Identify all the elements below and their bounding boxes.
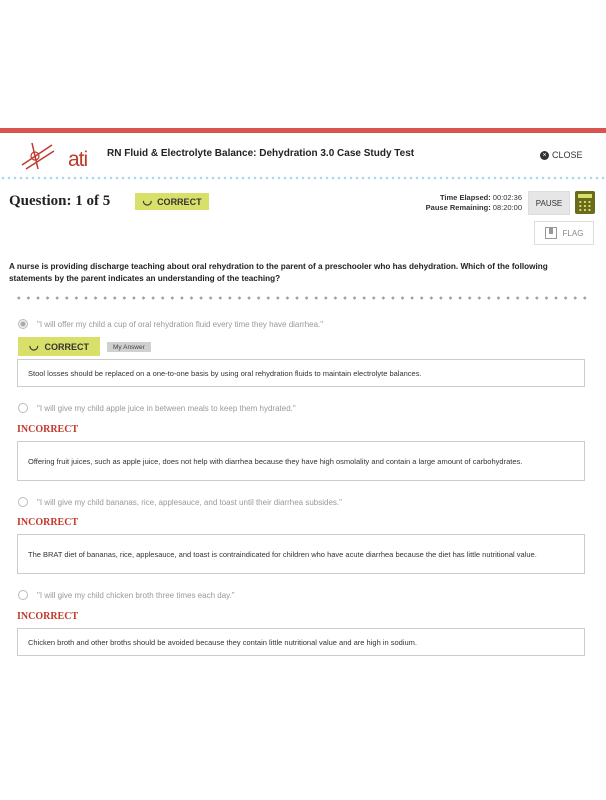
close-label: CLOSE xyxy=(552,150,583,160)
pause-button[interactable]: PAUSE xyxy=(528,191,570,215)
radio-button[interactable] xyxy=(18,403,28,413)
calculator-keys xyxy=(578,200,592,212)
test-title: RN Fluid & Electrolyte Balance: Dehydration 3.0 Case Study Test xyxy=(107,148,415,159)
smile-icon: ◡ xyxy=(28,340,39,352)
option-text: "I will give my child bananas, rice, applesauce, and toast until their diarrhea subsides." xyxy=(37,497,342,507)
ati-logo-icon xyxy=(18,139,58,173)
my-answer-tag: My Answer xyxy=(107,342,151,352)
radio-button[interactable] xyxy=(18,497,28,507)
close-icon: × xyxy=(540,151,549,160)
time-elapsed-value: 00:02:36 xyxy=(492,193,522,202)
smile-icon: ◡ xyxy=(142,195,153,207)
radio-button-selected[interactable] xyxy=(18,319,28,329)
rationale-box: Stool losses should be replaced on a one-to-one basis by using oral rehydration fluids to maintain electrolyte balances. xyxy=(17,359,585,387)
rationale-box: The BRAT diet of bananas, rice, applesauce, and toast is contraindicated for children who have acute diarrhea because the diet has little nutritional value. xyxy=(17,534,585,574)
ati-logo xyxy=(18,139,88,173)
question-status-label: CORRECT xyxy=(157,196,202,207)
correct-badge xyxy=(18,337,100,356)
incorrect-label: INCORRECT xyxy=(17,517,79,528)
question-text: A nurse is providing discharge teaching about oral rehydration to the parent of a preschooler who has dehydration. Which of the following statements by the parent indicates an understanding of the teaching? xyxy=(9,262,548,283)
incorrect-label: INCORRECT xyxy=(17,424,79,435)
header xyxy=(0,133,606,175)
correct-label: CORRECT xyxy=(44,341,90,352)
answer-option[interactable] xyxy=(18,590,235,600)
timer-block xyxy=(426,193,522,213)
header-divider xyxy=(0,175,606,181)
flag-label: FLAG xyxy=(562,228,584,238)
rationale-box: Offering fruit juices, such as apple juice, does not help with diarrhea because they have high osmolality and contain a large amount of carbohydrates. xyxy=(17,441,585,481)
rationale-box: Chicken broth and other broths should be avoided because they contain little nutritional value and are high in sodium. xyxy=(17,628,585,656)
calculator-screen xyxy=(578,194,592,198)
radio-button[interactable] xyxy=(18,590,28,600)
close-button[interactable] xyxy=(540,150,583,160)
bookmark-icon xyxy=(545,227,557,239)
calculator-icon[interactable] xyxy=(575,191,595,214)
pause-remaining-value: 08:20:00 xyxy=(492,203,522,212)
option-text: "I will offer my child a cup of oral rehydration fluid every time they have diarrhea." xyxy=(37,319,324,329)
answer-option[interactable] xyxy=(18,319,323,329)
flag-button[interactable] xyxy=(534,221,594,245)
incorrect-label: INCORRECT xyxy=(17,611,79,622)
question-status-badge xyxy=(135,193,209,210)
option-text: "I will give my child chicken broth three times each day." xyxy=(37,590,235,600)
question-counter: Question: 1 of 5 xyxy=(9,193,111,209)
logo-text: ati xyxy=(68,148,88,171)
dotted-divider xyxy=(14,295,592,301)
time-elapsed-label: Time Elapsed: xyxy=(439,193,491,202)
answer-option[interactable] xyxy=(18,403,296,413)
answer-option[interactable] xyxy=(18,497,342,507)
option-text: "I will give my child apple juice in between meals to keep them hydrated." xyxy=(37,403,296,413)
pause-remaining-label: Pause Remaining: xyxy=(425,203,491,212)
